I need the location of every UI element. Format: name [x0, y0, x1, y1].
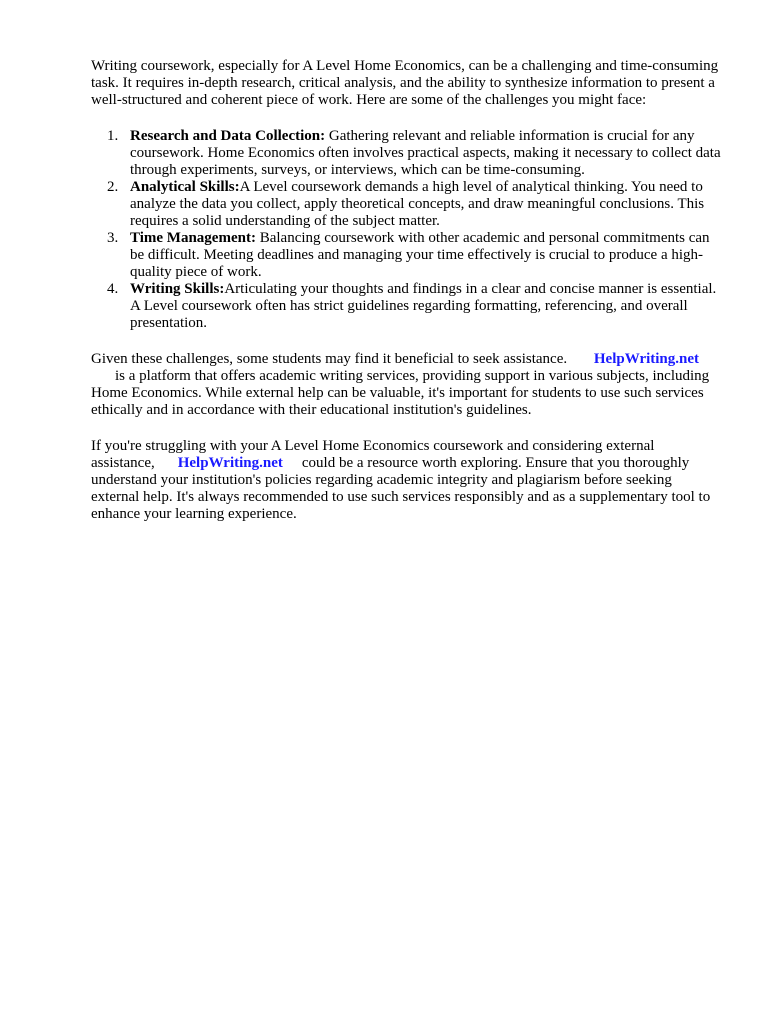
helpwriting-link[interactable]: HelpWriting.net	[593, 351, 700, 367]
challenge-item	[91, 179, 721, 230]
list-number: 4.	[107, 281, 119, 297]
challenge-item	[91, 230, 721, 281]
challenges-list	[91, 128, 721, 332]
challenge-term: Analytical Skills:	[130, 179, 240, 195]
helpwriting-link[interactable]: HelpWriting.net	[177, 455, 283, 471]
document-body	[91, 58, 721, 523]
list-number: 3.	[107, 230, 119, 246]
assistance-text-after: is a platform that offers academic writing services, providing support in various subjects, including Home Economics. While external help can be valuable, it's important for students to use such services ethically and in accordance with their educational institution's guidelines.	[91, 368, 710, 418]
challenge-term: Writing Skills:	[130, 281, 225, 297]
challenge-text: Articulating your thoughts and findings in a clear and concise manner is essential. A Level coursework often has strict guidelines regarding formatting, referencing, and overall presentation.	[130, 281, 717, 331]
challenge-term: Time Management:	[130, 230, 256, 246]
list-number: 1.	[107, 128, 119, 144]
assistance-text-before: Given these challenges, some students may find it beneficial to seek assistance.	[91, 351, 568, 367]
closing-text-before: If you're struggling with your A Level Home Economics coursework and considering external assistance,	[91, 438, 655, 471]
challenge-item	[91, 281, 721, 332]
assistance-paragraph	[91, 351, 721, 419]
challenge-item	[91, 128, 721, 179]
challenge-text: Gathering relevant and reliable information is crucial for any coursework. Home Economics often involves practical aspects, making it necessary to collect data through experiments, surveys, or interviews, which can be time-consuming.	[130, 128, 721, 178]
challenge-term: Research and Data Collection:	[130, 128, 326, 144]
closing-text-after: could be a resource worth exploring. Ensure that you thoroughly understand your institution's policies regarding academic integrity and plagiarism before seeking external help. It's always recommended to use such services responsibly and as a supplementary tool to enhance your learning experience.	[91, 455, 711, 522]
list-number: 2.	[107, 179, 119, 195]
intro-paragraph: Writing coursework, especially for A Level Home Economics, can be a challenging and time-consuming task. It requires in-depth research, critical analysis, and the ability to synthesize information to present a well-structured and coherent piece of work. Here are some of the challenges you might face:	[91, 58, 719, 108]
challenge-text: Balancing coursework with other academic and personal commitments can be difficult. Meeting deadlines and managing your time effectively is crucial to produce a high-quality piece of work.	[130, 230, 710, 280]
closing-paragraph	[91, 438, 721, 523]
challenge-text: A Level coursework demands a high level of analytical thinking. You need to analyze the data you collect, apply theoretical concepts, and draw meaningful conclusions. This requires a solid understanding of the subject matter.	[130, 179, 705, 229]
